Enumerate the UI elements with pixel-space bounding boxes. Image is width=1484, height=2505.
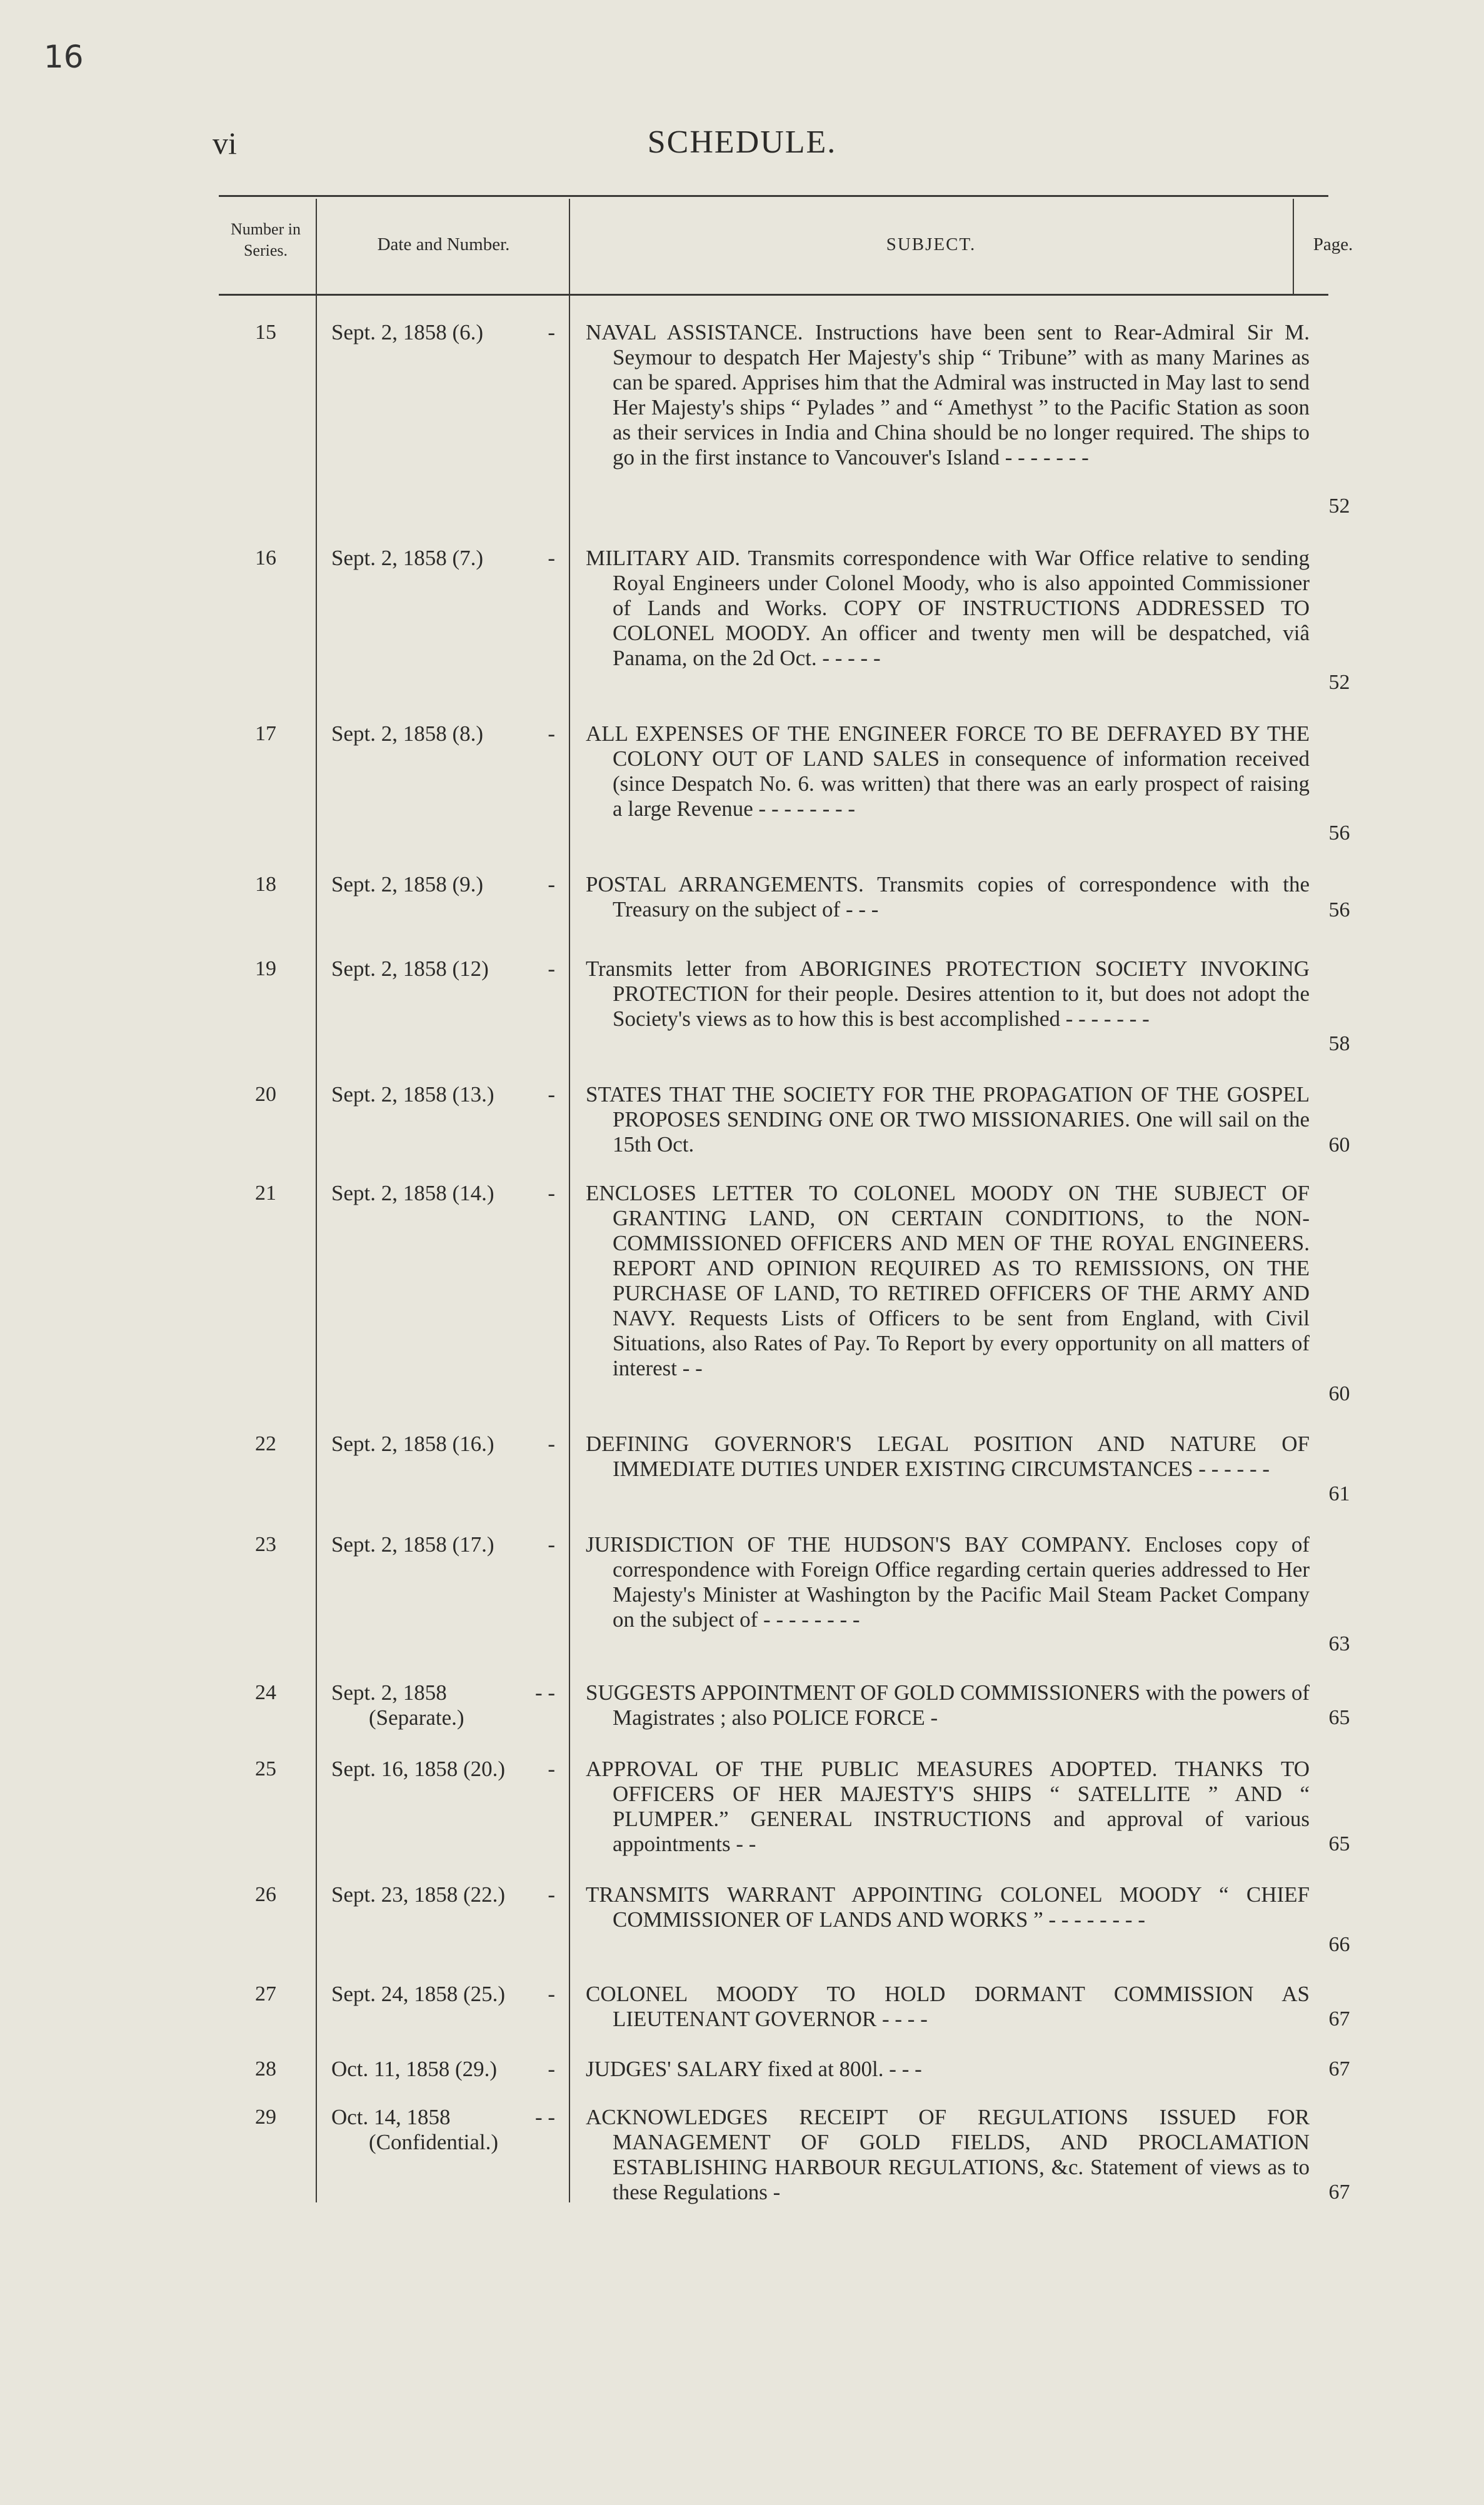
header-rule: [219, 294, 1328, 296]
series-number: 19: [255, 957, 276, 980]
date-leader-dash: -: [548, 1082, 555, 1107]
series-number: 25: [255, 1757, 276, 1780]
series-number: 21: [255, 1182, 276, 1205]
series-number: 18: [255, 873, 276, 896]
date-text: Sept. 2, 1858 (8.): [331, 721, 484, 746]
date-text: Sept. 2, 1858 (7.): [331, 546, 484, 570]
date-text: Sept. 2, 1858 (13.): [331, 1082, 494, 1107]
series-number: 15: [255, 321, 276, 344]
page-title: SCHEDULE.: [647, 124, 837, 160]
date-leader-dash: -: [548, 721, 555, 746]
date-text: Sept. 2, 1858 (9.): [331, 872, 484, 896]
date-text: Sept. 2, 1858 (12): [331, 956, 489, 981]
page-number: 67: [1328, 2007, 1350, 2031]
date-leader-dash: - -: [534, 1680, 555, 1705]
date-text: Sept. 2, 1858 (16.): [331, 1432, 494, 1456]
header-subject: SUBJECT.: [886, 234, 976, 254]
column-divider-number: [316, 199, 317, 2202]
subject-text: JURISDICTION OF THE HUDSON'S BAY COMPANY. Encloses copy of correspondence with Foreign Office regarding certain queries addressed to Her Majesty's Minister at Washington by the Pacific Mail Steam Packet Company on the subject of - - - - - - - -: [586, 1532, 1310, 1632]
subject-text: POSTAL ARRANGEMENTS. Transmits copies of correspondence with the Treasury on the subject of - - -: [586, 872, 1310, 921]
page-number: 65: [1328, 1832, 1350, 1855]
date-text: Sept. 23, 1858 (22.): [331, 1882, 506, 1907]
date-leader-dash: -: [548, 1432, 555, 1456]
date-leader-dash: -: [548, 872, 555, 896]
date-leader-dash: -: [548, 546, 555, 570]
page-number: 65: [1328, 1706, 1350, 1729]
column-divider-date: [569, 199, 570, 2202]
subject-text: JUDGES' SALARY fixed at 800l. - - -: [586, 2057, 922, 2081]
date-leader-dash: -: [548, 1532, 555, 1557]
subject-text: ENCLOSES LETTER TO COLONEL MOODY ON THE SUBJECT OF GRANTING LAND, ON CERTAIN CONDITIONS, to the NON-COMMISSIONED OFFICERS AND MEN OF THE ROYAL ENGINEERS. REPORT AND OPINION REQUIRED AS TO REMISSIONS, ON THE PURCHASE OF LAND, TO RETIRED OFFICERS OF THE ARMY AND NAVY. Requests Lists of Officers to be sent from England, with Civil Situations, also Rates of Pay. To Report by every opportunity on all matters of interest - -: [586, 1181, 1310, 1380]
date-leader-dash: -: [548, 1757, 555, 1781]
date-text: Sept. 2, 1858 (17.): [331, 1532, 494, 1557]
date-text: Oct. 11, 1858 (29.): [331, 2057, 498, 2081]
date-and-number: [331, 1082, 569, 1107]
subject-text: Transmits letter from ABORIGINES PROTECTION SOCIETY INVOKING PROTECTION for their people. Desires attention to it, but does not adopt the Society's views as to how this is best accomplished - - - - - - -: [586, 956, 1310, 1031]
page-number: 66: [1328, 1933, 1350, 1956]
date-and-number: [331, 1757, 569, 1782]
series-number: 26: [255, 1883, 276, 1906]
date-and-number: [331, 2105, 569, 2155]
date-text: Oct. 14, 1858: [331, 2105, 451, 2129]
subject-text: SUGGESTS APPOINTMENT OF GOLD COMMISSIONERS with the powers of Magistrates ; also POLICE FORCE -: [586, 1680, 1310, 1730]
scan-page-number: 16: [44, 39, 84, 75]
roman-page-number: vi: [213, 126, 237, 161]
date-and-number: [331, 1982, 569, 2007]
subject-text: STATES THAT THE SOCIETY FOR THE PROPAGATION OF THE GOSPEL PROPOSES SENDING ONE OR TWO MISSIONARIES. One will sail on the 15th Oct.: [586, 1082, 1310, 1157]
page-number: 52: [1328, 494, 1350, 518]
date-text: Sept. 2, 1858 (14.): [331, 1181, 494, 1205]
date-and-number: [331, 1532, 569, 1557]
series-number: 20: [255, 1083, 276, 1106]
date-and-number: [331, 2057, 569, 2082]
date-qualifier: (Confidential.): [369, 2130, 499, 2154]
subject-text: APPROVAL OF THE PUBLIC MEASURES ADOPTED. THANKS TO OFFICERS OF HER MAJESTY'S SHIPS “ SATELLITE ” AND “ PLUMPER.” GENERAL INSTRUCTIONS and approval of various appointments - -: [586, 1757, 1310, 1856]
date-leader-dash: -: [548, 1882, 555, 1907]
date-qualifier: (Separate.): [369, 1705, 464, 1730]
series-number: 29: [255, 2106, 276, 2129]
series-number: 28: [255, 2057, 276, 2081]
page-number: 67: [1328, 2057, 1350, 2081]
subject-text: DEFINING GOVERNOR'S LEGAL POSITION AND NATURE OF IMMEDIATE DUTIES UNDER EXISTING CIRCUMSTANCES - - - - - -: [586, 1432, 1310, 1481]
subject-text: TRANSMITS WARRANT APPOINTING COLONEL MOODY “ CHIEF COMMISSIONER OF LANDS AND WORKS ” - - - - - - - -: [586, 1882, 1310, 1932]
page-number: 56: [1328, 821, 1350, 845]
page-number: 63: [1328, 1632, 1350, 1655]
series-number: 16: [255, 546, 276, 570]
subject-text: ALL EXPENSES OF THE ENGINEER FORCE TO BE DEFRAYED BY THE COLONY OUT OF LAND SALES in consequence of information received (since Despatch No. 6. was written) that there was an early prospect of raising a large Revenue - - - - - - - -: [586, 721, 1310, 821]
page-number: 56: [1328, 898, 1350, 921]
page-number: 52: [1328, 671, 1350, 694]
series-number: 17: [255, 722, 276, 745]
series-number: 27: [255, 1982, 276, 2006]
date-and-number: [331, 546, 569, 571]
page-number: 67: [1328, 2181, 1350, 2204]
date-and-number: [331, 956, 569, 981]
date-and-number: [331, 1432, 569, 1457]
series-number: 23: [255, 1533, 276, 1556]
page-number: 61: [1328, 1482, 1350, 1505]
subject-text: NAVAL ASSISTANCE. Instructions have been sent to Rear-Admiral Sir M. Seymour to despatch Her Majesty's ship “ Tribune” with as many Marines as can be spared. Apprises him that the Admiral was instructed in May last to send Her Majesty's ships “ Pylades ” and “ Amethyst ” to the Pacific Station as soon as their services in India and China should be no longer required. The ships to go in the first instance to Vancouver's Island - - - - - - -: [586, 320, 1310, 469]
date-leader-dash: -: [548, 320, 555, 344]
subject-text: MILITARY AID. Transmits correspondence with War Office relative to sending Royal Engineers under Colonel Moody, who is also appointed Commissioner of Lands and Works. COPY OF INSTRUCTIONS ADDRESSED TO COLONEL MOODY. An officer and twenty men will be despatched, viâ Panama, on the 2d Oct. - - - - -: [586, 546, 1310, 670]
subject-text: COLONEL MOODY TO HOLD DORMANT COMMISSION AS LIEUTENANT GOVERNOR - - - -: [586, 1982, 1310, 2031]
date-and-number: [331, 721, 569, 746]
date-leader-dash: -: [548, 1982, 555, 2006]
date-text: Sept. 2, 1858: [331, 1680, 447, 1705]
date-leader-dash: - -: [534, 2105, 555, 2129]
date-leader-dash: -: [548, 956, 555, 981]
date-leader-dash: -: [548, 2057, 555, 2081]
date-text: Sept. 24, 1858 (25.): [331, 1982, 506, 2006]
page-number: 60: [1328, 1133, 1350, 1157]
page-number: 58: [1328, 1032, 1350, 1055]
date-text: Sept. 2, 1858 (6.): [331, 320, 484, 344]
date-leader-dash: -: [548, 1181, 555, 1205]
subject-text: ACKNOWLEDGES RECEIPT OF REGULATIONS ISSUED FOR MANAGEMENT OF GOLD FIELDS, AND PROCLAMATION ESTABLISHING HARBOUR REGULATIONS, &c. Statement of views as to these Regulations -: [586, 2105, 1310, 2204]
header-page: Page.: [1313, 234, 1353, 254]
header-date-and-number: Date and Number.: [377, 234, 510, 254]
date-and-number: [331, 1181, 569, 1206]
series-number: 22: [255, 1432, 276, 1455]
page-number: 60: [1328, 1382, 1350, 1405]
date-text: Sept. 16, 1858 (20.): [331, 1757, 506, 1781]
top-rule: [219, 195, 1328, 197]
date-and-number: [331, 1882, 569, 1907]
date-and-number: [331, 320, 569, 345]
date-and-number: [331, 872, 569, 897]
header-number-in-series: Number in Series.: [231, 220, 301, 259]
date-and-number: [331, 1680, 569, 1730]
series-number: 24: [255, 1681, 276, 1704]
